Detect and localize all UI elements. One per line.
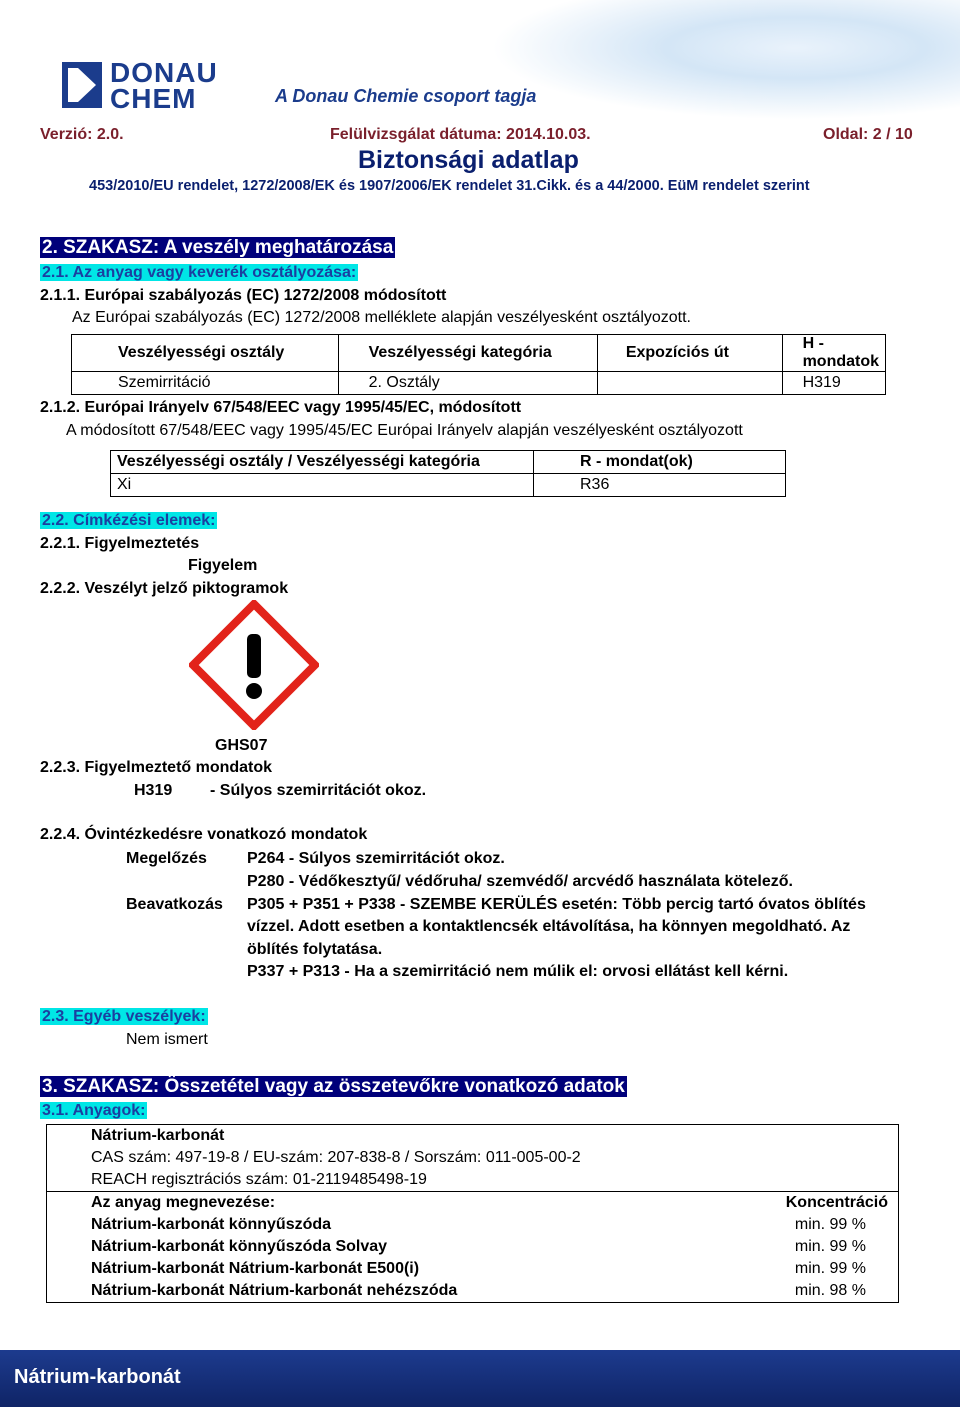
composition-row-conc: min. 99 % (710, 1214, 899, 1236)
substance-name: Nátrium-karbonát (47, 1125, 899, 1148)
p305-statement-line3: öblítés folytatása. (247, 941, 383, 958)
p280-statement: P280 - Védőkesztyű/ védőruha/ szemvédő/ arcvédő használata kötelező. (247, 873, 793, 890)
composition-row-conc: min. 98 % (710, 1280, 899, 1303)
section222-heading: 2.2.2. Veszélyt jelző piktogramok (40, 580, 289, 597)
clp-cell-class: Szemirritáció (72, 372, 339, 395)
prevention-label: Megelőzés (126, 850, 207, 867)
clp-header-route: Expozíciós út (597, 335, 782, 372)
section23-heading: 2.3. Egyéb veszélyek: (42, 1008, 206, 1025)
water-splash-image (490, 0, 960, 120)
section223-heading: 2.2.3. Figyelmeztető mondatok (40, 759, 273, 776)
dsd-classification-table (110, 450, 786, 497)
ghs07-exclamation-mark-icon (189, 600, 319, 730)
clp-cell-h: H319 (782, 372, 885, 395)
p305-statement-line1: P305 + P351 + P338 - SZEMBE KERÜLÉS esetén: Több percig tartó óvatos öblítés (247, 896, 866, 913)
revision-date: Felülvizsgálat dátuma: 2014.10.03. (330, 126, 591, 143)
company-logo (62, 57, 242, 114)
page-number: Oldal: 2 / 10 (823, 126, 913, 143)
section211-heading: 2.1.1. Európai szabályozás (EC) 1272/2008 módosított (40, 287, 447, 304)
h-statement-text: - Súlyos szemirritációt okoz. (210, 782, 427, 799)
p337-statement: P337 + P313 - Ha a szemirritáció nem múlik el: orvosi ellátást kell kérni. (247, 963, 789, 980)
p264-statement: P264 - Súlyos szemirritációt okoz. (247, 850, 505, 867)
dsd-header-class: Veszélyességi osztály / Veszélyességi kategória (111, 451, 534, 474)
company-tagline: A Donau Chemie csoport tagja (275, 86, 537, 106)
section212-heading: 2.1.2. Európai Irányelv 67/548/EEC vagy 1995/45/EC, módosított (40, 399, 522, 416)
composition-row-name: Nátrium-karbonát könnyűszóda (47, 1214, 710, 1236)
pictogram-label: GHS07 (215, 737, 268, 754)
section212-text: A módosított 67/548/EEC vagy 1995/45/EC Európai Irányelv alapján veszélyesként osztályozott (66, 422, 743, 439)
composition-table (46, 1124, 899, 1303)
logo-mark-icon (62, 60, 106, 112)
regulation-line: 453/2010/EU rendelet, 1272/2008/EK és 1907/2006/EK rendelet 31.Cikk. és a 44/2000. EüM rendelet szerint (89, 178, 810, 194)
section211-text: Az Európai szabályozás (EC) 1272/2008 melléklete alapján veszélyesként osztályozott. (72, 309, 691, 326)
reach-line: REACH regisztrációs szám: 01-2119485498-19 (47, 1169, 899, 1192)
clp-cell-route (597, 372, 782, 395)
dsd-cell-class: Xi (111, 474, 534, 497)
footer-bar (0, 1350, 960, 1407)
clp-classification-table (71, 334, 886, 395)
h-statement-code: H319 (134, 782, 173, 799)
document-title: Biztonsági adatlap (358, 146, 579, 174)
section22-heading: 2.2. Címkézési elemek: (42, 512, 216, 529)
other-hazards-value: Nem ismert (126, 1031, 208, 1048)
clp-header-category: Veszélyességi kategória (338, 335, 597, 372)
logo-line1: DONAU (110, 57, 218, 88)
section3-heading: 3. SZAKASZ: Összetétel vagy az összetevőkre vonatkozó adatok (42, 1076, 625, 1097)
section221-heading: 2.2.1. Figyelmeztetés (40, 535, 200, 552)
section224-heading: 2.2.4. Óvintézkedésre vonatkozó mondatok (40, 826, 368, 843)
clp-cell-category: 2. Osztály (338, 372, 597, 395)
concentration-column-header: Koncentráció (710, 1192, 899, 1215)
name-column-header: Az anyag megnevezése: (47, 1192, 710, 1215)
dsd-header-r: R - mondat(ok) (534, 451, 786, 474)
composition-row-conc: min. 99 % (710, 1258, 899, 1280)
section31-heading: 3.1. Anyagok: (42, 1102, 146, 1119)
footer-product-name: Nátrium-karbonát (14, 1366, 181, 1388)
composition-row-name: Nátrium-karbonát Nátrium-karbonát nehézszóda (47, 1280, 710, 1303)
dsd-cell-r: R36 (534, 474, 786, 497)
clp-header-class: Veszélyességi osztály (72, 335, 339, 372)
section2-heading: 2. SZAKASZ: A veszély meghatározása (42, 237, 394, 258)
cas-line: CAS szám: 497-19-8 / EU-szám: 207-838-8 / Sorszám: 011-005-00-2 (47, 1147, 899, 1169)
version: Verzió: 2.0. (40, 126, 124, 143)
response-label: Beavatkozás (126, 896, 223, 913)
signal-word: Figyelem (188, 557, 258, 574)
p305-statement-line2: vízzel. Adott esetben a kontaktlencsék eltávolítása, ha könnyen megoldható. Az (247, 918, 851, 935)
logo-line2: CHEM (110, 83, 197, 114)
composition-row-name: Nátrium-karbonát Nátrium-karbonát E500(i) (47, 1258, 710, 1280)
clp-header-h: H - mondatok (782, 335, 885, 372)
composition-row-conc: min. 99 % (710, 1236, 899, 1258)
composition-row-name: Nátrium-karbonát könnyűszóda Solvay (47, 1236, 710, 1258)
section21-heading: 2.1. Az anyag vagy keverék osztályozása: (42, 264, 357, 281)
